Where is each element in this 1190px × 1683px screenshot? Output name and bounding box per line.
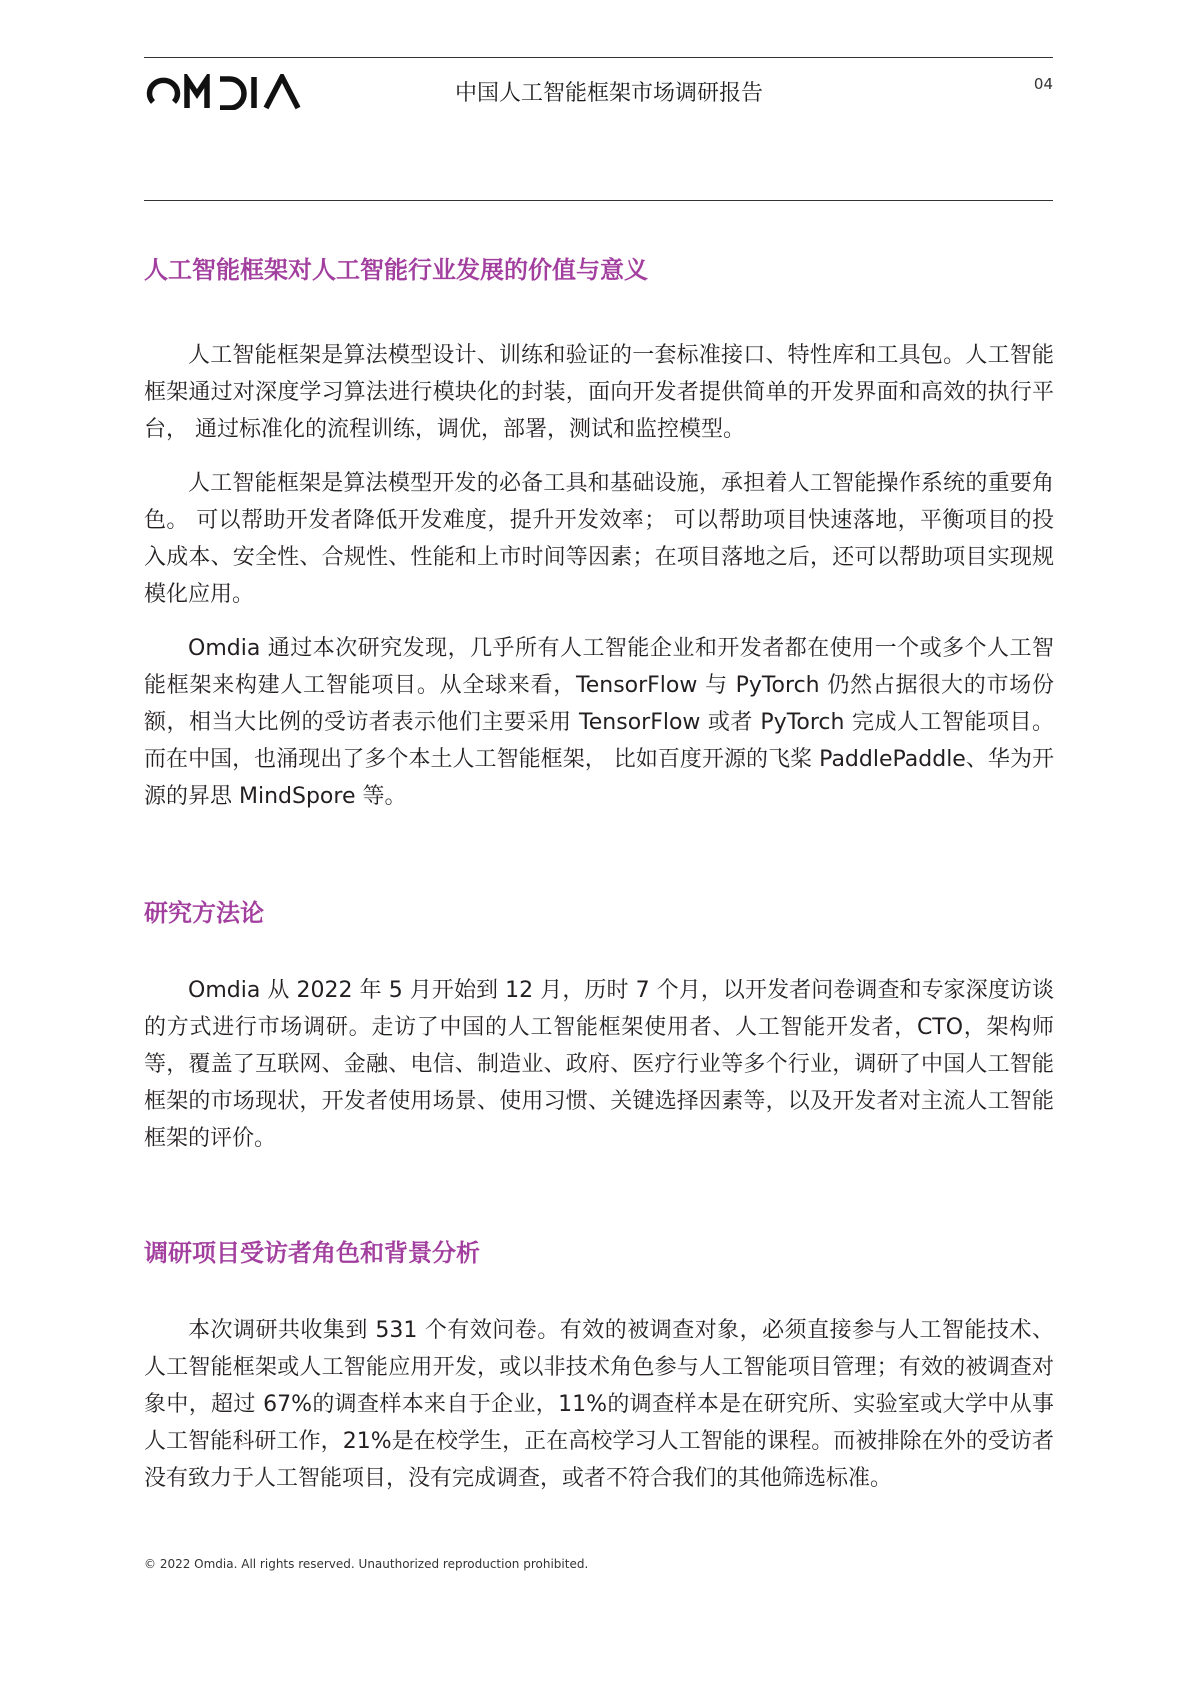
header-top-rule [144, 57, 1053, 58]
footer-copyright: © 2022 Omdia. All rights reserved. Unauthorized reproduction prohibited. [144, 1557, 589, 1571]
paragraph-framework-role: 人工智能框架是算法模型开发的必备工具和基础设施，承担着人工智能操作系统的重要角色。 可以帮助开发者降低开发难度，提升开发效率； 可以帮助项目快速落地，平衡项目的投入成本、安全性、合规性、性能和上市时间等因素；在项目落地之后，还可以帮助项目实现规模化应用。 [144, 471, 1054, 607]
omdia-logo [146, 74, 306, 110]
paragraph-framework-definition: 人工智能框架是算法模型设计、训练和验证的一套标准接口、特性库和工具包。人工智能框架通过对深度学习算法进行模块化的封装，面向开发者提供简单的开发界面和高效的执行平台， 通过标准化的流程训练，调优，部署，测试和监控模型。 [144, 343, 1054, 442]
section-heading-respondents: 调研项目受访者角色和背景分析 [144, 1239, 480, 1267]
section-heading-methodology: 研究方法论 [144, 899, 264, 927]
header-bottom-rule [144, 200, 1053, 201]
paragraph-respondents: 本次调研共收集到 531 个有效问卷。有效的被调查对象，必须直接参与人工智能技术、人工智能框架或人工智能应用开发，或以非技术角色参与人工智能项目管理；有效的被调查对象中，超过 67%的调查样本来自于企业，11%的调查样本是在研究所、实验室或大学中从事人工智能科研工作，21%是在校学生，正在高校学习人工智能的课程。而被排除在外的受访者没有致力于人工智能项目，没有完成调查，或者不符合我们的其他筛选标准。 [144, 1318, 1054, 1491]
page-number: 04 [1033, 75, 1053, 93]
report-title: 中国人工智能框架市场调研报告 [455, 81, 764, 106]
paragraph-methodology: Omdia 从 2022 年 5 月开始到 12 月，历时 7 个月，以开发者问卷调查和专家深度访谈的方式进行市场调研。走访了中国的人工智能框架使用者、人工智能开发者，CTO，架构师等，覆盖了互联网、金融、电信、制造业、政府、医疗行业等多个行业，调研了中国人工智能框架的市场现状，开发者使用场景、使用习惯、关键选择因素等，以及开发者对主流人工智能框架的评价。 [144, 978, 1054, 1151]
section-heading-value: 人工智能框架对人工智能行业发展的价值与意义 [144, 256, 648, 284]
paragraph-framework-findings: Omdia 通过本次研究发现，几乎所有人工智能企业和开发者都在使用一个或多个人工智能框架来构建人工智能项目。从全球来看，TensorFlow 与 PyTorch 仍然占据很大的市场份额，相当大比例的受访者表示他们主要采用 TensorFlow 或者 PyTorch 完成人工智能项目。而在中国，也涌现出了多个本土人工智能框架， 比如百度开源的飞桨 PaddlePaddle、华为开源的昇思 MindSpore 等。 [144, 636, 1054, 809]
